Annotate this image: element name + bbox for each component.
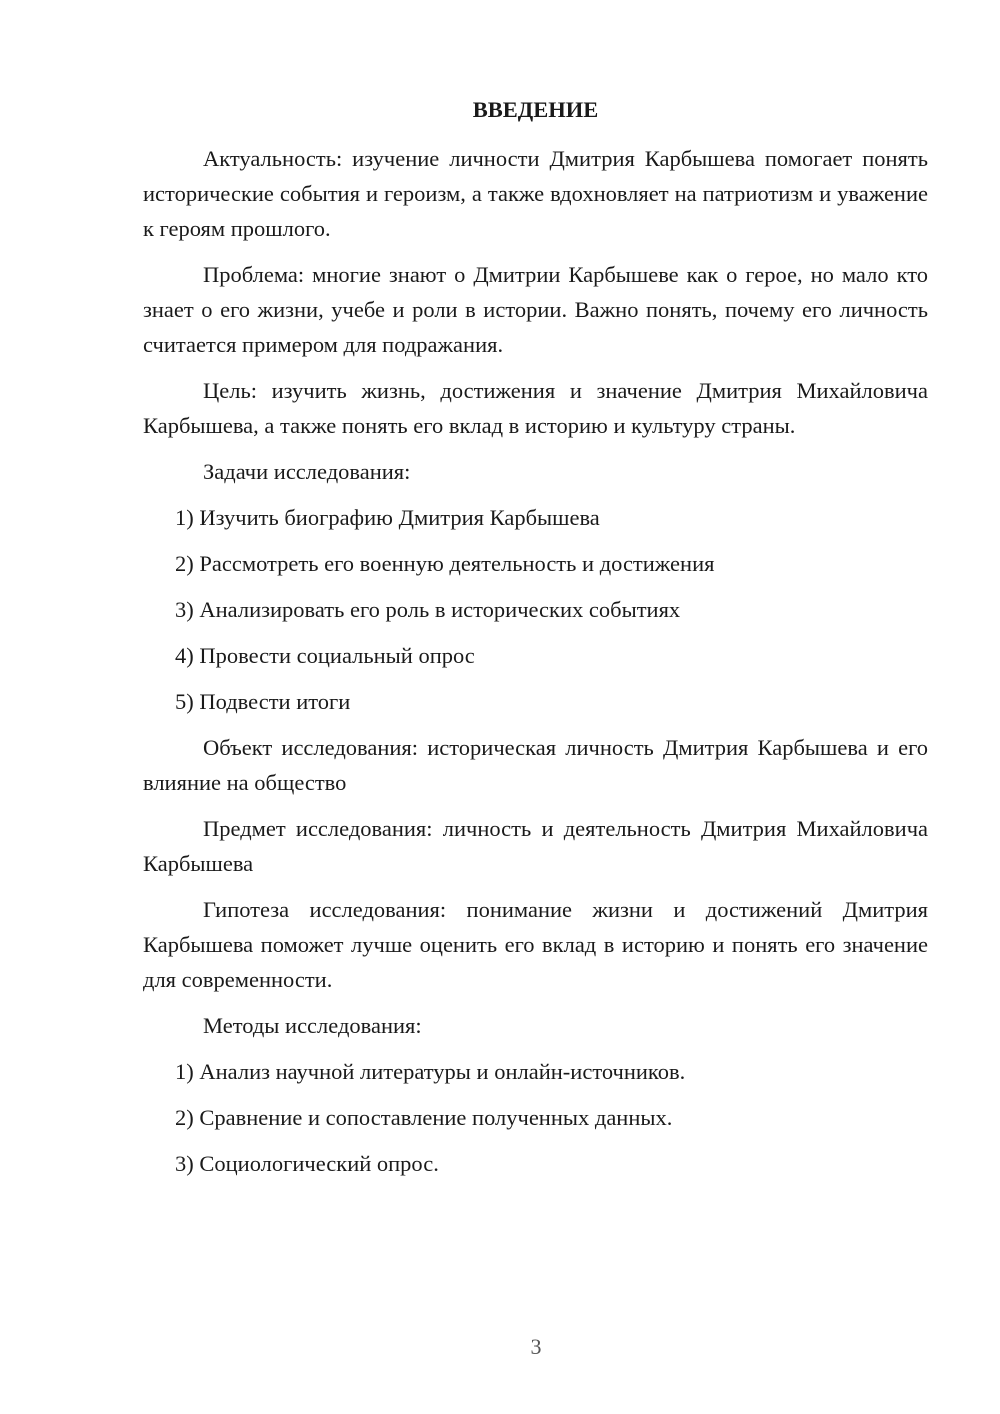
task-item-1: 1) Изучить биографию Дмитрия Карбышева: [175, 505, 600, 530]
tasks-heading: Задачи исследования:: [203, 459, 411, 484]
hypothesis-paragraph: Гипотеза исследования: понимание жизни и достижений Дмитрия Карбышева поможет лучше оценить его вклад в историю и понять его значение для современности.: [143, 897, 928, 992]
goal-paragraph: Цель: изучить жизнь, достижения и значение Дмитрия Михайловича Карбышева, а также понять его вклад в историю и культуру страны.: [143, 378, 928, 438]
task-item-5: 5) Подвести итоги: [175, 689, 351, 714]
method-item-3: 3) Социологический опрос.: [175, 1151, 439, 1176]
method-item-2: 2) Сравнение и сопоставление полученных данных.: [175, 1105, 673, 1130]
task-item-4: 4) Провести социальный опрос: [175, 643, 475, 668]
methods-heading: Методы исследования:: [203, 1013, 422, 1038]
method-item-1: 1) Анализ научной литературы и онлайн-источников.: [175, 1059, 686, 1084]
task-item-3: 3) Анализировать его роль в исторических событиях: [175, 597, 681, 622]
page-number: 3: [530, 1334, 542, 1359]
problem-paragraph: Проблема: многие знают о Дмитрии Карбышеве как о герое, но мало кто знает о его жизни, учебе и роли в истории. Важно понять, почему его личность считается примером для подражания.: [143, 262, 928, 357]
relevance-paragraph: Актуальность: изучение личности Дмитрия Карбышева помогает понять исторические события и героизм, а также вдохновляет на патриотизм и уважение к героям прошлого.: [143, 146, 928, 241]
object-paragraph: Объект исследования: историческая личность Дмитрия Карбышева и его влияние на общество: [143, 735, 928, 795]
task-item-2: 2) Рассмотреть его военную деятельность и достижения: [175, 551, 715, 576]
page-title: ВВЕДЕНИЕ: [472, 97, 599, 122]
subject-paragraph: Предмет исследования: личность и деятельность Дмитрия Михайловича Карбышева: [143, 816, 928, 876]
document-body: [143, 92, 928, 1192]
